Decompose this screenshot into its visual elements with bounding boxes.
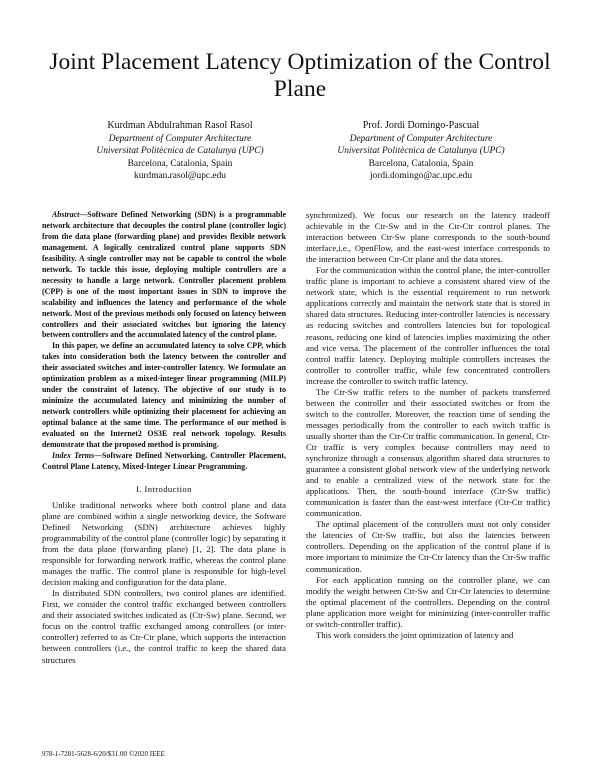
author-name: Prof. Jordi Domingo-Pascual [362, 120, 480, 131]
index-terms: —Software Defined Networking, Controller Placement, Control Plane Latency, Mixed-Integer Linear Programming. [42, 450, 286, 471]
author-name: Kurdman Abdulrahman Rasol Rasol [107, 120, 253, 131]
author-block [296, 120, 546, 183]
index-terms-label: Index Terms [52, 450, 95, 460]
copyright-footer: 978-1-7281-5628-6/20/$31.00 ©2020 IEEE [42, 750, 165, 758]
body-paragraph: In distributed SDN controllers, two control planes are identified. First, we consider the control traffic exchanged between controllers and their associated switches indicated as (Ctr-Sw) plane. Second, we focus on the control traffic exchanged among controllers (or inter-controller) referred to as Ctr-Ctr plane, which supports the interaction between controllers (i.e., the control traffic to keep the shared data structures [42, 588, 286, 665]
body-paragraph: Unlike traditional networks where both control plane and data plane are combined within a single networking device, the Software Defined Networking (SDN) architecture achieves highly programmability of the control plane (controller logic) by separating it from the data plane (forwarding plane) [1, 2]. The data plane is responsible for forwarding network traffic, whereas the control plane manages the traffic. The control plane is responsible for high-level decision making and configuration for the data plane. [42, 499, 286, 588]
left-column [42, 210, 286, 666]
author-university: Universitat Politècnica de Catalunya (UPC) [96, 146, 264, 157]
paper-title: Joint Placement Latency Optimization of the Control Plane [49, 49, 551, 102]
section-heading: I. Introduction [136, 483, 192, 494]
right-column [306, 210, 550, 641]
author-block [55, 120, 305, 183]
abstract [42, 210, 286, 473]
body-paragraph: The optimal placement of the controllers must not only consider the latencies of Ctr-Sw traffic, but also the latencies between controllers. Depending on the application of the control plane if is more important to minimize the Ctr-Ctr latency than the Ctr-Sw traffic communication. [306, 519, 550, 574]
abstract-text: —Software Defined Networking (SDN) is a programmable network architecture that decouples the control plane (controller logic) from the data plane (forwarding plane) and provides flexible network management. A logically centralized control plane supports SDN feasibility. A single controller may not be capable to control the whole network. To tackle this issue, deploying multiple controllers are a necessity to handle a large network. Controller placement problem (CPP) is one of the most important issues in SDN to improve the scalability and influences the latency and performance of the whole network. Most of the previous methods only focused on latency between controllers and their associated switches but ignoring the latency between controllers and the accumulated latency of the control plane. [42, 210, 286, 340]
author-university: Universitat Politècnica de Catalunya (UPC) [337, 146, 505, 157]
author-email: jordi.domingo@ac.upc.edu [369, 171, 473, 182]
author-location: Barcelona, Catalonia, Spain [368, 158, 474, 169]
body-paragraph: For each application running on the controller plane, we can modify the weight between Ctr-Sw and Ctr-Ctr latencies to determine the optimal placement of the controllers. Depending on the control plane application more weight for minimizing (inter-controller traffic or switch-controller traffic). [306, 574, 550, 629]
body-paragraph: For the communication within the control plane, the inter-controller traffic plane is important to achieve a consistent shared view of the network state, which is the essential requirement to run network applications correctly and maintain the network state that is stored in shared data structures. Reducing inter-controller latencies is necessary as reducing switches and controllers latencies but for topological reasons, reducing one kind of latencies implies maximizing the other and vice versa. The placement of the controller influences the total control traffic latency. Deploying multiple controllers increases the controller to controller traffic, while few concentrated controllers increase the controller to switch traffic latency. [306, 265, 550, 386]
abstract-label: Abstract [52, 210, 80, 219]
author-department: Department of Computer Architecture [349, 133, 493, 144]
author-location: Barcelona, Catalonia, Spain [127, 158, 233, 169]
body-paragraph: synchronized). We focus our research on the latency tradeoff achievable in the Ctr-Sw and in the Ctr-Ctr control planes. The interaction between Ctr-Sw plane corresponds to the south-bound interface,i.e., OpenFlow, and the east-west interface corresponds to the interaction between Ctr-Ctr plane and the data stores. [306, 210, 550, 265]
author-email: kurdman.rasol@upc.edu [134, 171, 226, 182]
author-department: Department of Computer Architecture [108, 133, 252, 144]
body-paragraph: This work considers the joint optimization of latency and [316, 629, 514, 640]
body-paragraph: The Ctr-Sw traffic refers to the number of packets transferred between the controller and their associated switches or from the switch to the controller. Moreover, the reaction time of sending the messages periodically from the controller to each switch traffic is usually shorter than the Ctr-Ctr traffic communication. In general, Ctr-Ctr traffic is very complex because controllers may need to synchronize through a consensus algorithm shared data structures to guarantee a consistent global network view of the underlying network and to enable a centralized view of the network state for the applications. Then, the south-bound interface (Ctr-Sw traffic) communication is faster than the east-west interface (Ctr-Ctr traffic) communication. [306, 386, 550, 519]
abstract-paragraph: In this paper, we define an accumulated latency to solve CPP, which takes into consideration both the latency between the controller and their associated switches and inter-controller latency. We formulate an optimization problem as a mixed-integer linear programming (MILP) under the constraint of latency. The objective of our study is to minimize the accumulated latency and minimizing the number of network controllers while optimizing their placement for achieving an optimal balance at the same time. The performance of our method is evaluated on the Internet2 OS3E real network topology. Results demonstrate that the proposed method is promising. [42, 341, 286, 450]
